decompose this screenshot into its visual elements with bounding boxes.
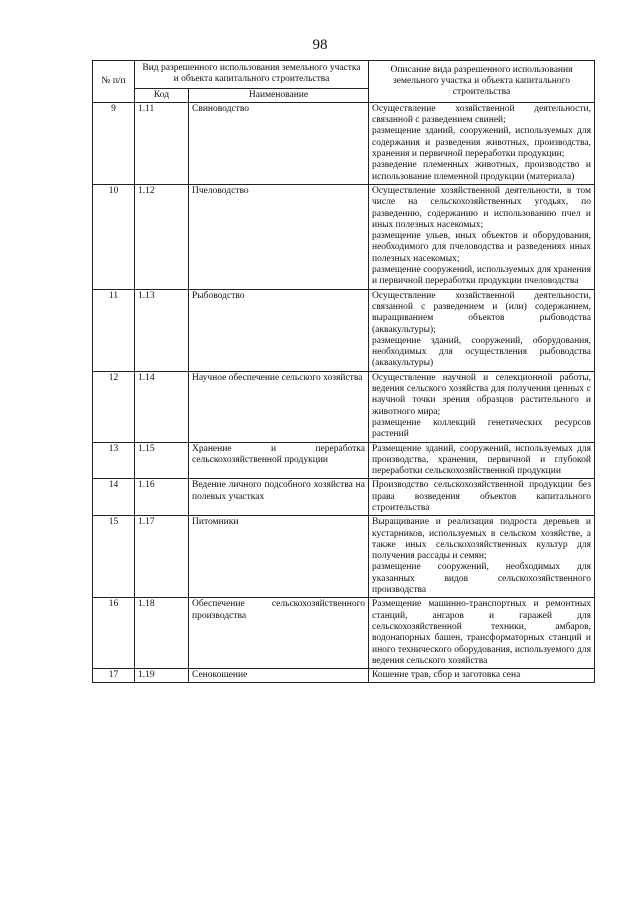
- table-row: [93, 442, 595, 479]
- row-number: 12: [93, 371, 135, 442]
- row-code: 1.17: [135, 516, 189, 598]
- row-code: 1.19: [135, 669, 189, 683]
- table-row: [93, 184, 595, 289]
- description-paragraph: Размещение зданий, сооружений, используемых для производства, хранения, первичной и глубокой переработки сельскохозяйственной продукции: [372, 443, 591, 477]
- table-row: [93, 289, 595, 371]
- row-number: 16: [93, 598, 135, 669]
- row-description: [369, 598, 595, 669]
- description-paragraph: Размещение машинно-транспортных и ремонтных станций, ангаров и гаражей для сельскохозяйственной техники, амбаров, водонапорных башен, трансформаторных станций и иного технического оборудования, используемого для ведения сельского хозяйства: [372, 599, 591, 666]
- land-use-table: [92, 60, 595, 683]
- table-row: [93, 102, 595, 184]
- description-paragraph: Осуществление научной и селекционной работы, ведения сельского хозяйства для получения ценных с научной точки зрения образцов растительного и животного мира;: [372, 372, 591, 417]
- description-paragraph: Осуществление хозяйственной деятельности, в том числе на сельскохозяйственных угодьях, по разведению, содержанию и использованию пчел и иных полезных насекомых;: [372, 185, 591, 230]
- row-code: 1.12: [135, 184, 189, 289]
- row-name: Хранение и переработка сельскохозяйственной продукции: [189, 442, 369, 479]
- row-number: 14: [93, 479, 135, 516]
- row-number: 11: [93, 289, 135, 371]
- header-row: [93, 61, 595, 89]
- row-name: Ведение личного подсобного хозяйства на полевых участках: [189, 479, 369, 516]
- table-row: [93, 371, 595, 442]
- row-number: 9: [93, 102, 135, 184]
- row-code: 1.16: [135, 479, 189, 516]
- row-description: [369, 184, 595, 289]
- description-paragraph: разведение племенных животных, производство и использование племенной продукции (материала): [372, 160, 591, 182]
- row-number: 13: [93, 442, 135, 479]
- row-name: Свиноводство: [189, 102, 369, 184]
- row-name: Научное обеспечение сельского хозяйства: [189, 371, 369, 442]
- table-row: [93, 516, 595, 598]
- header-num: № п/п: [93, 61, 135, 103]
- table-row: [93, 598, 595, 669]
- row-description: [369, 371, 595, 442]
- row-code: 1.15: [135, 442, 189, 479]
- row-description: [369, 516, 595, 598]
- row-description: [369, 669, 595, 683]
- header-name: Наименование: [189, 88, 369, 102]
- description-paragraph: Производство сельскохозяйственной продукции без права возведения объектов капитального строительства: [372, 480, 591, 513]
- header-code: Код: [135, 88, 189, 102]
- page-number: 98: [312, 37, 328, 53]
- description-paragraph: размещение коллекций генетических ресурсов растений: [372, 417, 591, 440]
- row-code: 1.11: [135, 102, 189, 184]
- row-code: 1.18: [135, 598, 189, 669]
- description-paragraph: Осуществление хозяйственной деятельности, связанной с разведением свиней;: [372, 103, 591, 126]
- description-paragraph: размещение сооружений, используемых для хранения и первичной переработки продукции пчеловодства: [372, 265, 591, 287]
- row-name: Питомники: [189, 516, 369, 598]
- description-paragraph: размещение ульев, иных объектов и оборудования, необходимого для пчеловодства и разведениях иных полезных насекомых;: [372, 231, 591, 264]
- row-code: 1.13: [135, 289, 189, 371]
- table-row: [93, 479, 595, 516]
- table-body: [93, 102, 595, 683]
- row-description: [369, 442, 595, 479]
- row-name: Пчеловодство: [189, 184, 369, 289]
- row-number: 10: [93, 184, 135, 289]
- description-paragraph: Выращивание и реализация подроста деревьев и кустарников, используемых в сельском хозяйстве, а также иных сельскохозяйственных культур для получения рассады и семян;: [372, 517, 591, 562]
- table-row: [93, 669, 595, 683]
- row-description: [369, 289, 595, 371]
- row-description: [369, 102, 595, 184]
- header-description: Описание вида разрешенного использования земельного участка и объекта капитального строительства: [369, 61, 595, 103]
- description-paragraph: Кошение трав, сбор и заготовка сена: [372, 670, 521, 681]
- row-name: Обеспечение сельскохозяйственного производства: [189, 598, 369, 669]
- header-group: Вид разрешенного использования земельного участка и объекта капитального строительства: [135, 61, 369, 89]
- row-code: 1.14: [135, 371, 189, 442]
- description-paragraph: размещение зданий, сооружений, оборудования, необходимых для осуществления рыбоводства (аквакультуры): [372, 335, 591, 369]
- row-description: [369, 479, 595, 516]
- row-name: Рыбоводство: [189, 289, 369, 371]
- description-paragraph: размещение зданий, сооружений, используемых для содержания и разведения животных, производства, хранения и первичной переработки продукции;: [372, 126, 591, 160]
- row-number: 17: [93, 669, 135, 683]
- description-paragraph: размещение сооружений, необходимых для указанных видов сельскохозяйственного производства: [372, 562, 591, 596]
- description-paragraph: Осуществление хозяйственной деятельности, связанной с разведением и (или) содержанием, выращиванием объектов рыбоводства (аквакультуры);: [372, 290, 591, 335]
- row-number: 15: [93, 516, 135, 598]
- row-name: Сенокошение: [189, 669, 369, 683]
